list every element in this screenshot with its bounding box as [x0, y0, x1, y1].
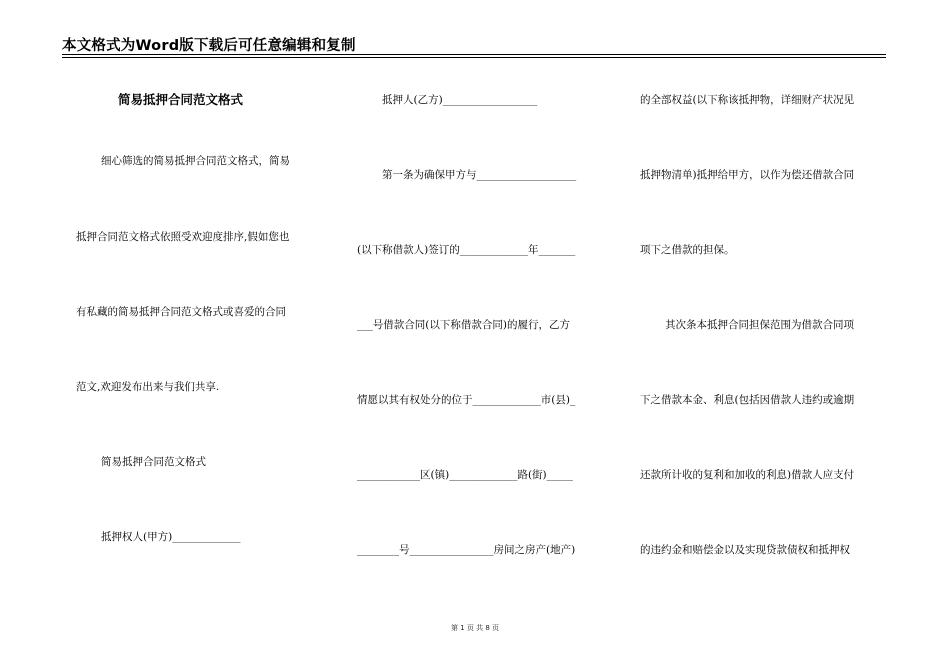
text-line: 抵押权人(甲方)_____________ [101, 531, 241, 543]
text-line: ____________区(镇)_____________路(街)_____ [357, 469, 573, 481]
text-line: 的全部权益(以下称该抵押物，详细财产状况见 [640, 94, 855, 106]
text-line: ___号借款合同(以下称借款合同)的履行，乙方 [357, 319, 570, 331]
text-line: 下之借款本金、利息(包括因借款人违约或逾期 [640, 394, 855, 406]
text-line: 情愿以其有权处分的位于_____________市(县)_ [357, 394, 576, 406]
text-line: 范文,欢迎发布出来与我们共享. [76, 381, 220, 393]
text-line: 第一条为确保甲方与___________________ [382, 169, 577, 181]
text-line: 抵押物清单)抵押给甲方，以作为偿还借款合同 [640, 169, 855, 181]
text-column-2 [357, 0, 607, 600]
text-line: 项下之借款的担保。 [640, 244, 735, 256]
text-line: 抵押合同范文格式依照受欢迎度排序,假如您也 [76, 231, 290, 243]
text-column-1 [76, 0, 326, 600]
page-header-title: 本文格式为Word版下载后可任意编辑和复制 [62, 38, 356, 54]
document-title: 简易抵押合同范文格式 [118, 92, 244, 107]
page-number: 第 1 页 共 8 页 [450, 624, 500, 632]
text-line: ________号________________房间之房产(地产) [357, 544, 576, 556]
text-line: 细心筛选的简易抵押合同范文格式，简易 [101, 155, 290, 167]
text-line: 有私藏的简易抵押合同范文格式或喜爱的合同 [76, 306, 286, 318]
text-line: (以下称借款人)签订的_____________年_______ [357, 244, 576, 256]
text-column-3 [640, 0, 890, 600]
text-line: 抵押人(乙方)__________________ [382, 94, 538, 106]
text-line: 的违约金和赔偿金以及实现贷款债权和抵押权 [640, 544, 850, 556]
text-line: 还款所计收的复利和加收的利息)借款人应支付 [640, 469, 855, 481]
text-line: 其次条本抵押合同担保范围为借款合同项 [665, 319, 854, 331]
section-heading: 简易抵押合同范文格式 [101, 456, 206, 468]
